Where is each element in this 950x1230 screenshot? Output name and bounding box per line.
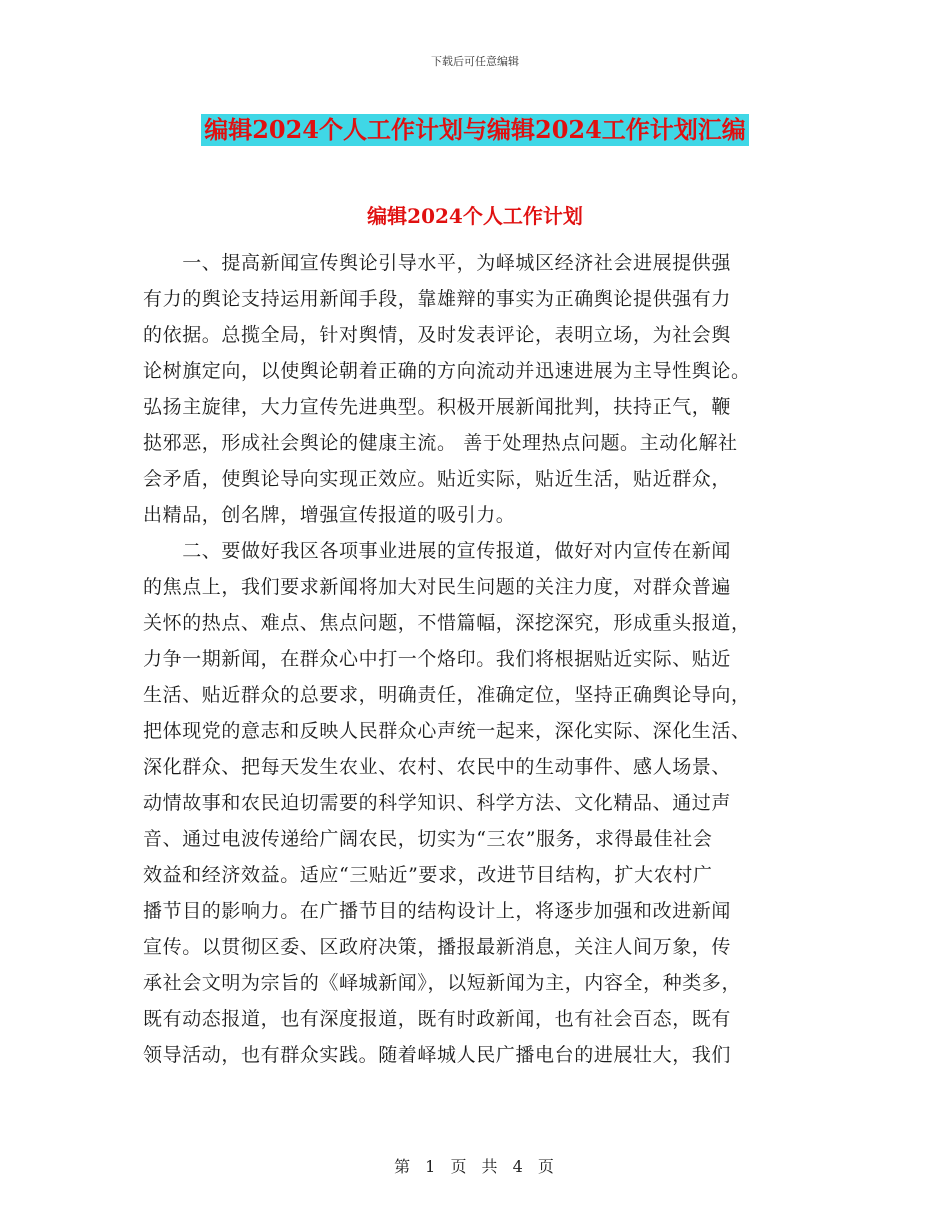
body-line: 二、要做好我区各项事业进展的宣传报道，做好对内宣传在新闻	[143, 540, 732, 562]
body-line: 会矛盾，使舆论导向实现正效应。贴近实际，贴近生活，贴近群众，	[143, 468, 732, 490]
body-line: 宣传。以贯彻区委、区政府决策，播报最新消息，关注人间万象，传	[143, 936, 732, 958]
body-line: 播节目的影响力。在广播节目的结构设计上，将逐步加强和改进新闻	[143, 900, 732, 922]
body-line: 论树旗定向，以使舆论朝着正确的方向流动并迅速进展为主导性舆论。	[143, 360, 751, 382]
body-line: 音、通过电波传递给广阔农民，切实为“三农”服务，求得最佳社会	[143, 828, 713, 850]
body-line: 挞邪恶，形成社会舆论的健康主流。 善于处理热点问题。主动化解社	[143, 432, 738, 454]
body-line: 深化群众、把每天发生农业、农村、农民中的生动事件、感人场景、	[143, 756, 732, 778]
body-line: 领导活动，也有群众实践。随着峄城人民广播电台的进展壮大，我们	[143, 1044, 732, 1066]
body-line: 动情故事和农民迫切需要的科学知识、科学方法、文化精品、通过声	[143, 792, 732, 814]
body-line: 生活、贴近群众的总要求，明确责任，准确定位，坚持正确舆论导向，	[143, 684, 751, 706]
body-line: 一、提高新闻宣传舆论引导水平，为峄城区经济社会进展提供强	[143, 252, 732, 274]
body-line: 出精品，创名牌，增强宣传报道的吸引力。	[143, 504, 516, 526]
body-line: 把体现党的意志和反映人民群众心声统一起来，深化实际、深化生活、	[143, 720, 751, 742]
page-number-footer: 第 1 页 共 4 页	[394, 1157, 556, 1176]
body-line: 有力的舆论支持运用新闻手段，靠雄辩的事实为正确舆论提供强有力	[143, 288, 732, 310]
body-line: 弘扬主旋律，大力宣传先进典型。积极开展新闻批判，扶持正气，鞭	[143, 396, 732, 418]
document-title: 编辑2024个人工作计划与编辑2024工作计划汇编	[201, 114, 749, 146]
body-line: 力争一期新闻，在群众心中打一个烙印。我们将根据贴近实际、贴近	[143, 648, 732, 670]
body-line: 的依据。总揽全局，针对舆情，及时发表评论，表明立场，为社会舆	[143, 324, 732, 346]
section-title: 编辑2024个人工作计划	[367, 204, 583, 228]
document-title-container	[0, 114, 950, 146]
document-body	[143, 245, 809, 1073]
body-line: 关怀的热点、难点、焦点问题，不惜篇幅，深挖深究，形成重头报道，	[143, 612, 751, 634]
page-header-note: 下载后可任意编辑	[431, 55, 519, 68]
body-line: 的焦点上，我们要求新闻将加大对民生问题的关注力度，对群众普遍	[143, 576, 732, 598]
body-line: 效益和经济效益。适应“三贴近”要求，改进节目结构，扩大农村广	[143, 864, 713, 886]
body-line: 既有动态报道，也有深度报道，既有时政新闻，也有社会百态，既有	[143, 1008, 732, 1030]
body-line: 承社会文明为宗旨的《峄城新闻》，以短新闻为主，内容全，种类多，	[143, 972, 742, 994]
